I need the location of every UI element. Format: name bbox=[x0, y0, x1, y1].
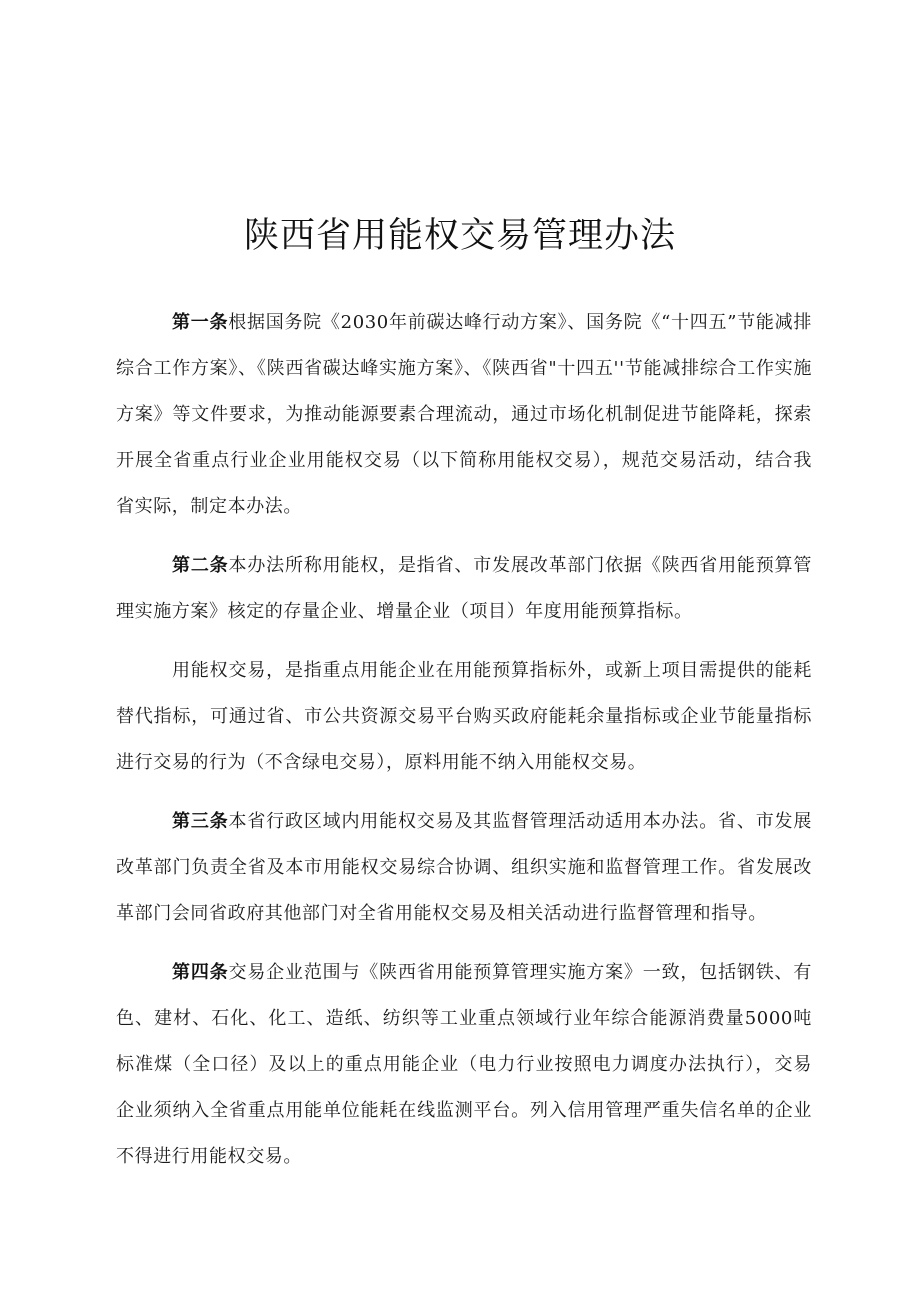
article-4-text: 交易企业范围与《陕西省用能预算管理实施方案》一致，包括钢铁、有色、建材、石化、化工、造纸、纺织等工业重点领域行业年综合能源消费量5000吨标准煤（全口径）及以上的重点用能企业（电力行业按照电力调度办法执行），交易企业须纳入全省重点用能单位能耗在线监测平台。列入信用管理严重失信名单的企业不得进行用能权交易。 bbox=[116, 962, 812, 1167]
article-2-continuation-text: 用能权交易，是指重点用能企业在用能预算指标外，或新上项目需提供的能耗替代指标，可通过省、市公共资源交易平台购买政府能耗余量指标或企业节能量指标进行交易的行为（不含绿电交易），原料用能不纳入用能权交易。 bbox=[116, 660, 812, 773]
article-1-label: 第一条 bbox=[172, 312, 229, 333]
article-2-label: 第二条 bbox=[172, 555, 229, 576]
document-body bbox=[116, 300, 812, 1193]
article-2-paragraph bbox=[116, 543, 812, 635]
article-4-paragraph bbox=[116, 950, 812, 1180]
article-4-label: 第四条 bbox=[172, 962, 229, 983]
article-3-paragraph bbox=[116, 799, 812, 937]
article-2-text: 本办法所称用能权，是指省、市发展改革部门依据《陕西省用能预算管理实施方案》核定的存量企业、增量企业（项目）年度用能预算指标。 bbox=[116, 555, 812, 622]
article-3-text: 本省行政区域内用能权交易及其监督管理活动适用本办法。省、市发展改革部门负责全省及本市用能权交易综合协调、组织实施和监督管理工作。省发展改革部门会同省政府其他部门对全省用能权交易及相关活动进行监督管理和指导。 bbox=[116, 811, 812, 924]
document-title: 陕西省用能权交易管理办法 bbox=[243, 216, 676, 256]
article-1-paragraph bbox=[116, 300, 812, 530]
article-3-label: 第三条 bbox=[172, 811, 229, 832]
article-1-text: 根据国务院《2030年前碳达峰行动方案》、国务院《“十四五”节能减排综合工作方案》、《陕西省碳达峰实施方案》、《陕西省"十四五''节能减排综合工作实施方案》等文件要求，为推动能源要素合理流动，通过市场化机制促进节能降耗，探索开展全省重点行业企业用能权交易（以下简称用能权交易），规范交易活动，结合我省实际，制定本办法。 bbox=[116, 312, 812, 517]
article-2-continuation-paragraph bbox=[116, 648, 812, 786]
